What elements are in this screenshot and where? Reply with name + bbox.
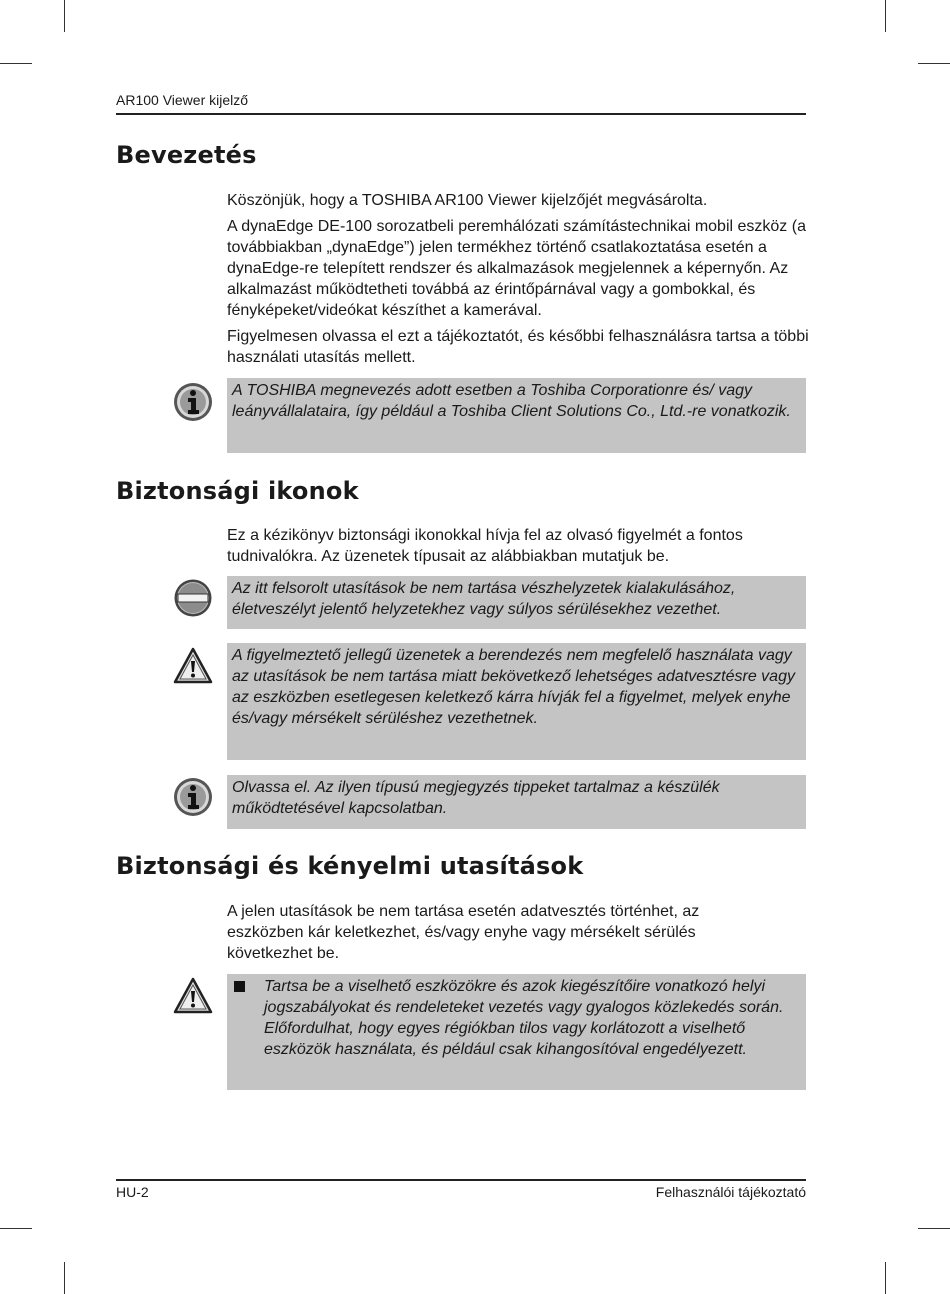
intro-note: A TOSHIBA megnevezés adott esetben a Toshiba Corporationre és/ vagy leányvállalataira, így például a Toshiba Client Solutions Co., Ltd.-re vonatkozik. (227, 378, 806, 453)
bullet-square (234, 981, 245, 992)
crop-mark (918, 63, 950, 64)
info-note: Olvassa el. Az ilyen típusú megjegyzés tippeket tartalmaz a készülék működtetésével kapcsolatban. (227, 775, 806, 829)
crop-mark (0, 1228, 32, 1229)
running-header: AR100 Viewer kijelző (116, 92, 249, 108)
safety-note (227, 974, 806, 1090)
intro-paragraph-1: Köszönjük, hogy a TOSHIBA AR100 Viewer kijelzőjét megvásárolta. (227, 192, 708, 209)
section-heading-intro: Bevezetés (116, 141, 257, 169)
footer-rule (116, 1179, 806, 1181)
intro-paragraph-3: Figyelmesen olvassa el ezt a tájékoztatót, és későbbi felhasználásra tartsa a többi használati utasítás mellett. (227, 328, 809, 366)
safety-paragraph-1: A jelen utasítások be nem tartása esetén adatvesztés történhet, az eszközben kár keletkezhet, és/vagy enyhe vagy mérsékelt sérülés következhet be. (227, 903, 700, 962)
section-heading-safety: Biztonsági és kényelmi utasítások (116, 852, 584, 880)
warning-note: A figyelmeztető jellegű üzenetek a berendezés nem megfelelő használata vagy az utasítások be nem tartása miatt bekövetkező lehetséges adatvesztésre vagy az eszközben esetlegesen keletkező kárra hívják fel a figyelmet, melyek enyhe és/vagy mérsékelt sérüléshez vezethetnek. (227, 643, 806, 760)
intro-paragraph-2: A dynaEdge DE-100 sorozatbeli peremhálózati számítástechnikai mobil eszköz (a továbbiakban „dynaEdge”) jelen termékhez történő csatlakoztatása esetén a dynaEdge-re telepített rendszer és alkalmazások megjelennek a képernyőn. Az alkalmazást működtetheti továbbá az érintőpárnával vagy a gombokkal, és fényképeket/videókat készíthet a kamerával. (227, 218, 806, 319)
crop-mark (885, 0, 886, 32)
crop-mark (885, 1262, 886, 1294)
info-icon (173, 777, 213, 817)
crop-mark (918, 1228, 950, 1229)
crop-mark (0, 63, 32, 64)
danger-note: Az itt felsorolt utasítások be nem tartása vészhelyzetek kialakulásához, életveszélyt jelentő helyzetekhez vagy súlyos sérülésekhez vezethet. (227, 576, 806, 629)
footer-doc-title: Felhasználói tájékoztató (655, 1184, 806, 1200)
danger-icon (173, 578, 213, 618)
warning-icon (173, 976, 213, 1016)
crop-mark (64, 0, 65, 32)
info-icon (173, 382, 213, 422)
page-number: HU-2 (116, 1184, 149, 1200)
section-heading-icons: Biztonsági ikonok (116, 477, 359, 505)
safety-bullet-text: Tartsa be a viselhető eszközökre és azok kiegészítőire vonatkozó helyi jogszabályokat és rendeleteket vezetés vagy gyalogos közlekedés során. Előfordulhat, hogy egyes régiókban tilos vagy korlátozott a viselhető eszközök használata, és például csak kihangosítóval engedélyezett. (264, 978, 784, 1058)
header-rule (116, 113, 806, 115)
crop-mark (64, 1262, 65, 1294)
icons-paragraph-1: Ez a kézikönyv biztonsági ikonokkal hívja fel az olvasó figyelmét a fontos tudnivalókra. Az üzenetek típusait az alábbiakban mutatjuk be. (227, 527, 743, 565)
warning-icon (173, 646, 213, 686)
